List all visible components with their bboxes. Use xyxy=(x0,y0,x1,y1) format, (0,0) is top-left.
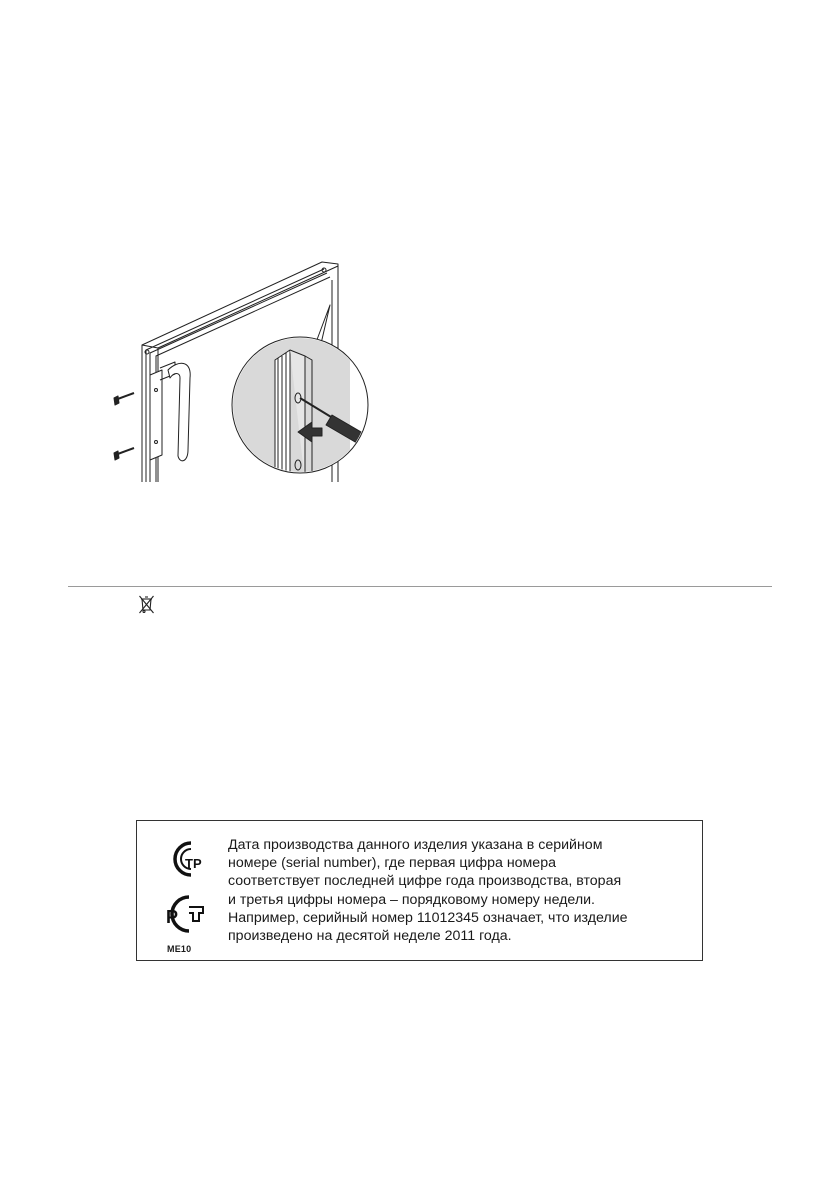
text-line: Например, серийный номер 11012345 означает, что изделие xyxy=(228,909,628,926)
text-line: соответствует последней цифре года производства, вторая xyxy=(228,873,622,890)
rst-mark-icon xyxy=(166,897,203,931)
eac-tr-mark-icon xyxy=(175,843,202,875)
production-date-explanation xyxy=(228,836,693,945)
screw-icon xyxy=(114,448,134,460)
door-handle-installation-illustration xyxy=(100,250,390,490)
certification-info-box xyxy=(136,820,703,961)
svg-text:Р: Р xyxy=(166,907,179,927)
text-line: номере (serial number), где первая цифра номера xyxy=(228,855,556,872)
crossed-out-wheelie-bin-icon xyxy=(138,594,155,615)
text-line: произведено на десятой неделе 2011 года. xyxy=(228,928,512,945)
section-divider xyxy=(68,586,772,587)
certification-logos xyxy=(155,835,215,953)
text-line: Дата производства данного изделия указана в серийном xyxy=(228,837,603,853)
certification-logo-label: ME10 xyxy=(167,944,192,954)
text-line: и третья цифры номера – порядковому номеру недели. xyxy=(228,891,595,908)
screw-icon xyxy=(114,393,134,405)
svg-text:ТР: ТР xyxy=(185,856,202,871)
